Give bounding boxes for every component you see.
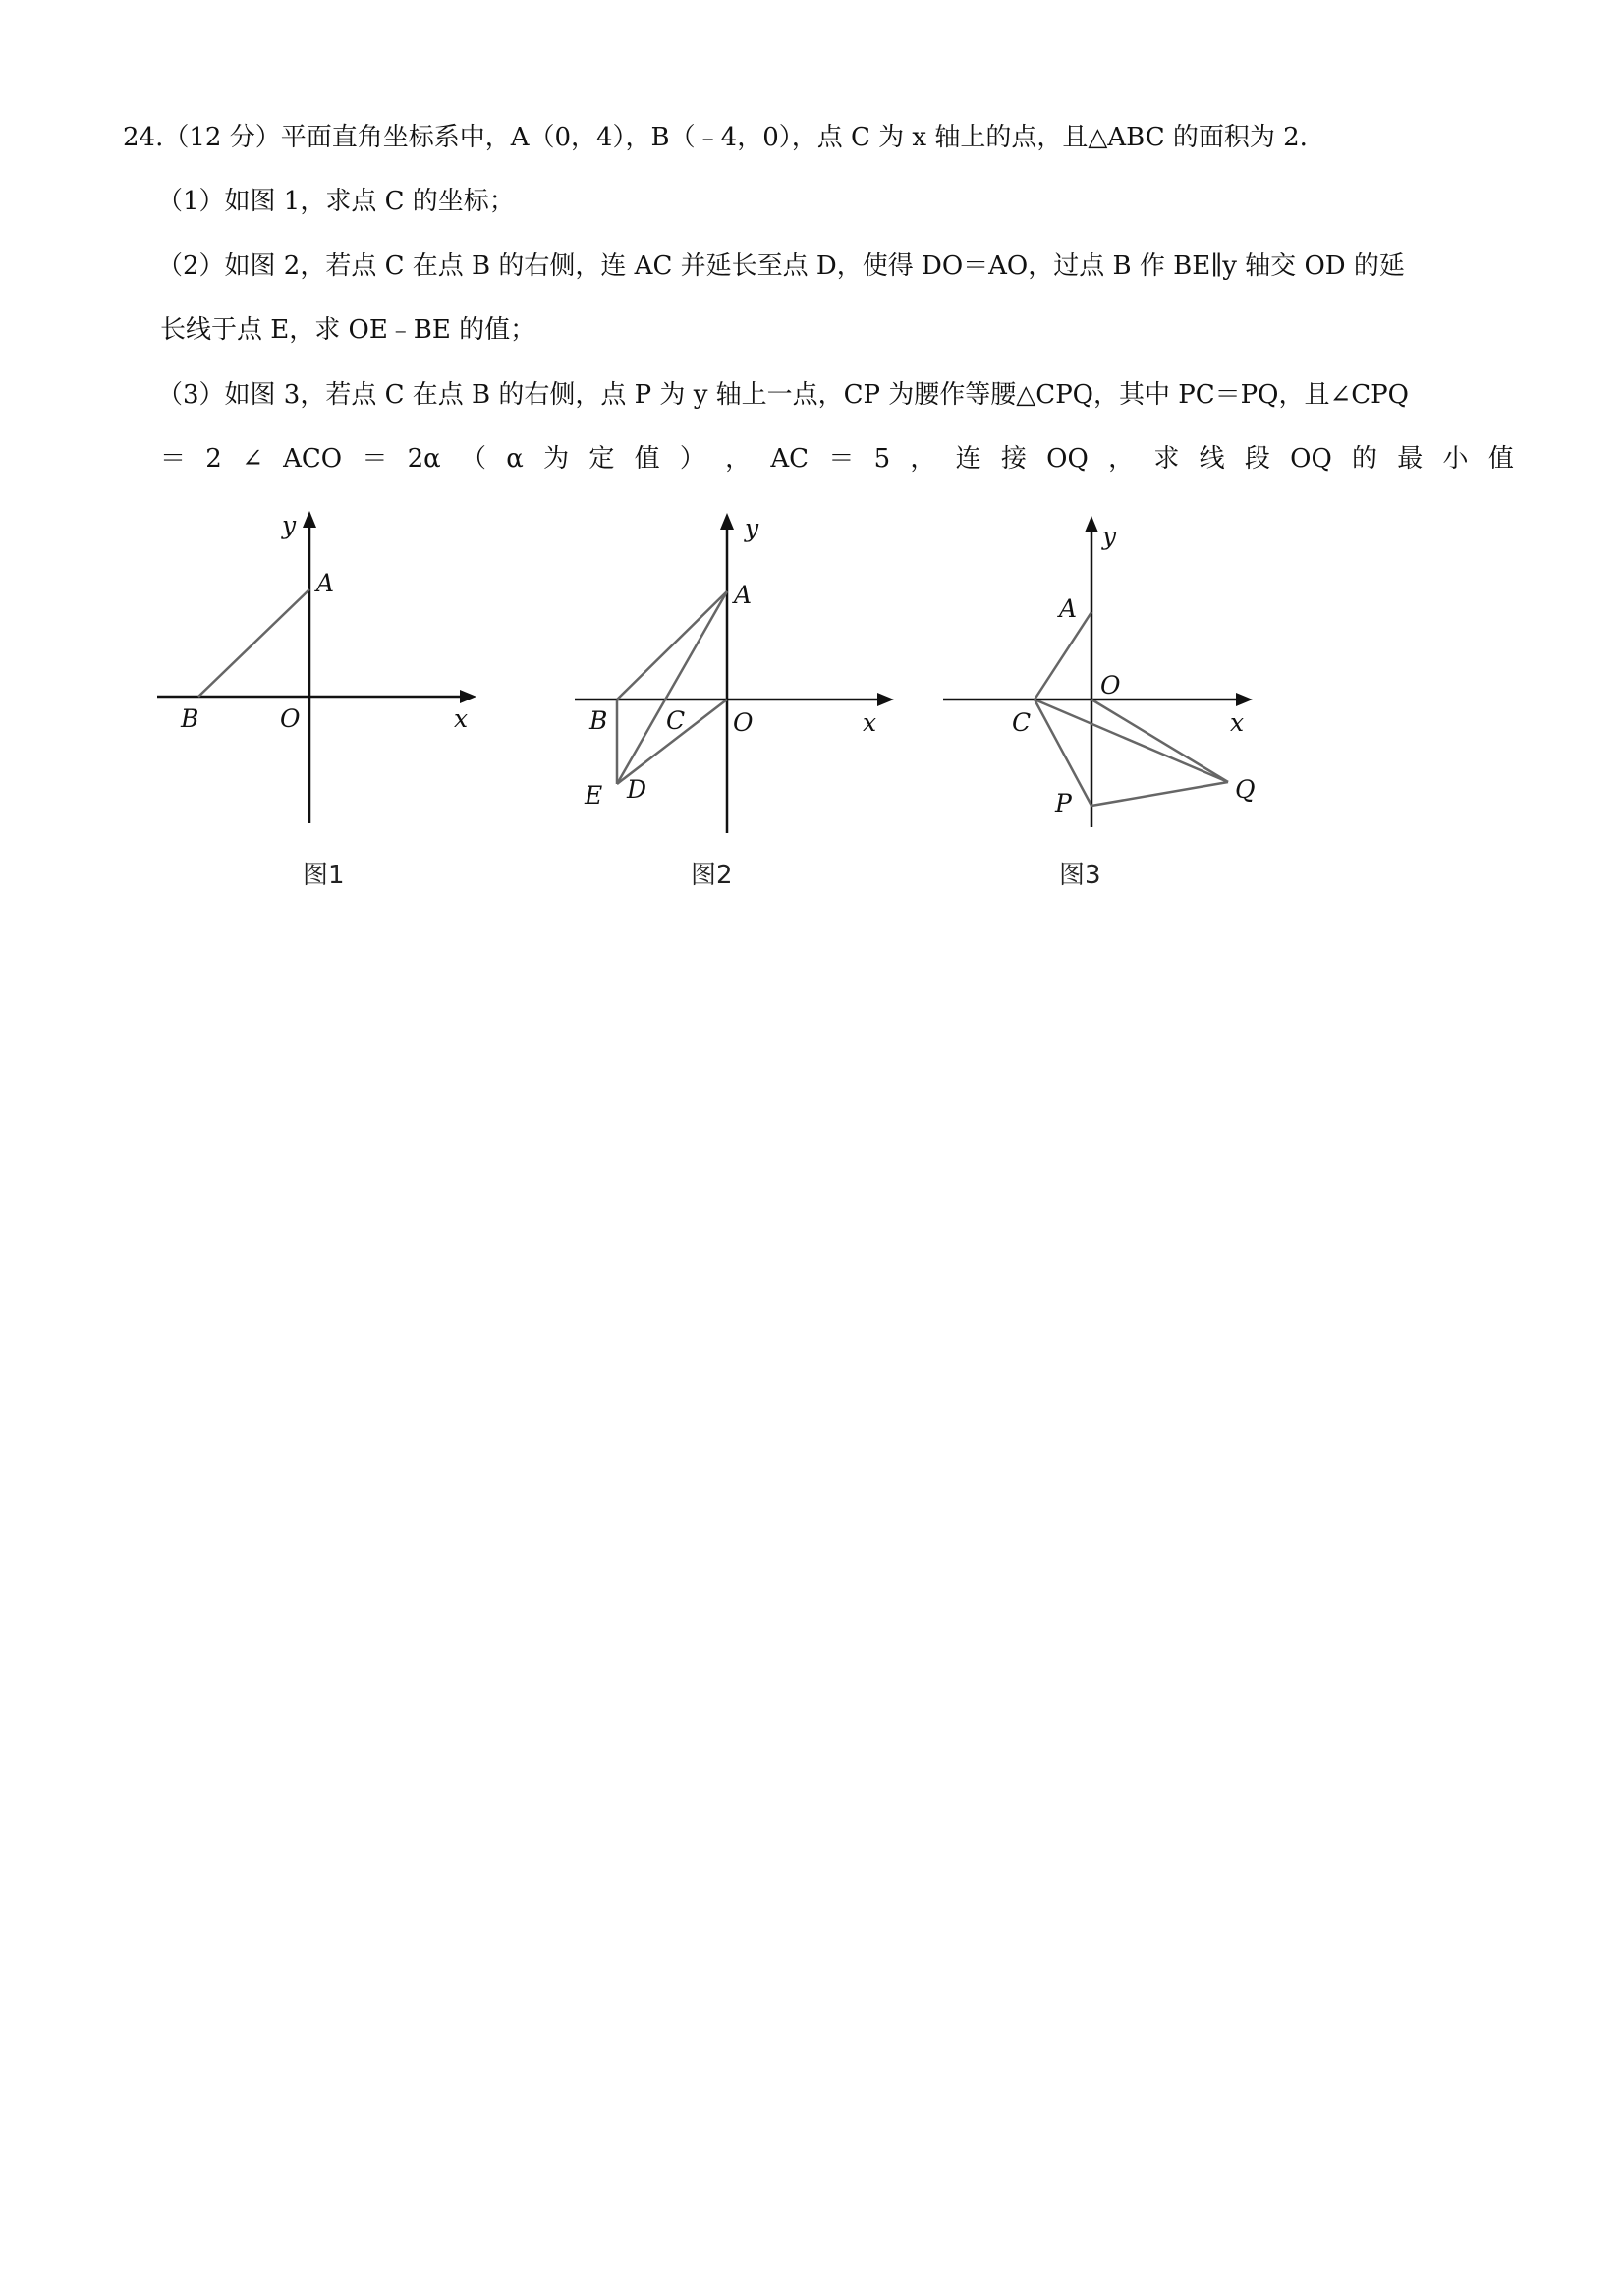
figure-1-diagram	[147, 501, 491, 835]
p3-word: ACO	[283, 444, 343, 474]
y-axis-arrow	[1085, 516, 1098, 532]
label-b: B	[589, 706, 608, 735]
label-x: x	[454, 704, 469, 733]
p3-word: 定	[588, 444, 615, 474]
p3-word: OQ	[1046, 444, 1089, 474]
p3-word: 段	[1244, 444, 1270, 474]
label-q: Q	[1235, 775, 1256, 804]
label-e: E	[585, 781, 603, 810]
part-3-line-2	[160, 441, 1514, 476]
p3-word: （	[460, 444, 486, 474]
p3-word: ＝	[828, 444, 855, 474]
p3-word: 最	[1397, 444, 1424, 474]
p3-word: 2	[205, 444, 222, 474]
label-x: x	[863, 708, 877, 737]
label-y: y	[745, 514, 759, 542]
p3-word: 接	[1000, 444, 1027, 474]
y-axis-arrow	[303, 511, 316, 528]
figure-2	[560, 501, 904, 835]
p3-word: 5	[873, 444, 891, 474]
p3-word: ）	[679, 444, 705, 474]
label-b: B	[181, 704, 199, 733]
label-a: A	[1059, 594, 1078, 623]
label-c: C	[1012, 708, 1032, 737]
segment-ba	[617, 591, 727, 700]
segment-cq	[1035, 700, 1228, 782]
label-o: O	[280, 704, 301, 733]
figure-3	[933, 501, 1277, 835]
p3-word: α	[506, 444, 524, 474]
p3-word: ，	[1108, 444, 1135, 474]
part-2-line-1: （2）如图 2，若点 C 在点 B 的右侧，连 AC 并延长至点 D，使得 DO＝AO，过点 B 作 BE∥y 轴交 OD 的延	[157, 252, 1405, 281]
label-a: A	[316, 569, 335, 597]
label-o: O	[1100, 671, 1121, 700]
p3-word: 值	[1487, 444, 1514, 474]
part-2-line-2: 长线于点 E，求 OE﹣BE 的值；	[160, 315, 536, 345]
segment-ba	[198, 589, 309, 697]
x-axis-arrow	[877, 693, 894, 706]
p3-word: ＝	[160, 444, 187, 474]
label-x: x	[1230, 708, 1245, 737]
label-y: y	[282, 511, 297, 539]
p3-word: 求	[1153, 444, 1180, 474]
problem-stem: 24.（12 分）平面直角坐标系中，A（0，4），B（﹣4，0），点 C 为 x 轴上的点，且△ABC 的面积为 2．	[123, 123, 1325, 152]
p3-word: ，	[725, 444, 752, 474]
label-d: D	[627, 775, 647, 804]
x-axis-arrow	[460, 690, 476, 703]
label-y: y	[1102, 522, 1117, 550]
p3-word: OQ	[1290, 444, 1332, 474]
figure-2-diagram	[560, 501, 904, 835]
p3-word: AC	[770, 444, 810, 474]
figure-1-caption: 图1	[303, 861, 345, 890]
p3-word: ，	[910, 444, 936, 474]
p3-word: 小	[1442, 444, 1469, 474]
figure-3-diagram	[933, 501, 1277, 835]
part-1: （1）如图 1，求点 C 的坐标；	[157, 187, 515, 216]
label-o: O	[733, 708, 754, 737]
label-c: C	[666, 706, 686, 735]
p3-word: 连	[955, 444, 981, 474]
figure-3-caption: 图3	[1059, 861, 1101, 890]
part-3-line-1: （3）如图 3，若点 C 在点 B 的右侧，点 P 为 y 轴上一点，CP 为腰作等腰△CPQ，其中 PC＝PQ，且∠CPQ	[157, 380, 1409, 410]
segment-oq	[1091, 700, 1228, 782]
p3-word: ∠	[242, 444, 263, 474]
p3-word: 为	[543, 444, 570, 474]
p3-word: 的	[1352, 444, 1378, 474]
p3-word: 2α	[407, 444, 441, 474]
x-axis-arrow	[1236, 693, 1253, 706]
label-p: P	[1055, 789, 1072, 817]
p3-word: ＝	[362, 444, 388, 474]
segment-pq	[1091, 782, 1228, 806]
label-a: A	[734, 581, 753, 609]
figure-2-caption: 图2	[691, 861, 733, 890]
figure-1	[147, 501, 491, 835]
segment-ad	[617, 591, 727, 784]
p3-word: 线	[1199, 444, 1225, 474]
segment-ca	[1035, 612, 1091, 700]
p3-word: 值	[634, 444, 660, 474]
y-axis-arrow	[720, 513, 734, 530]
